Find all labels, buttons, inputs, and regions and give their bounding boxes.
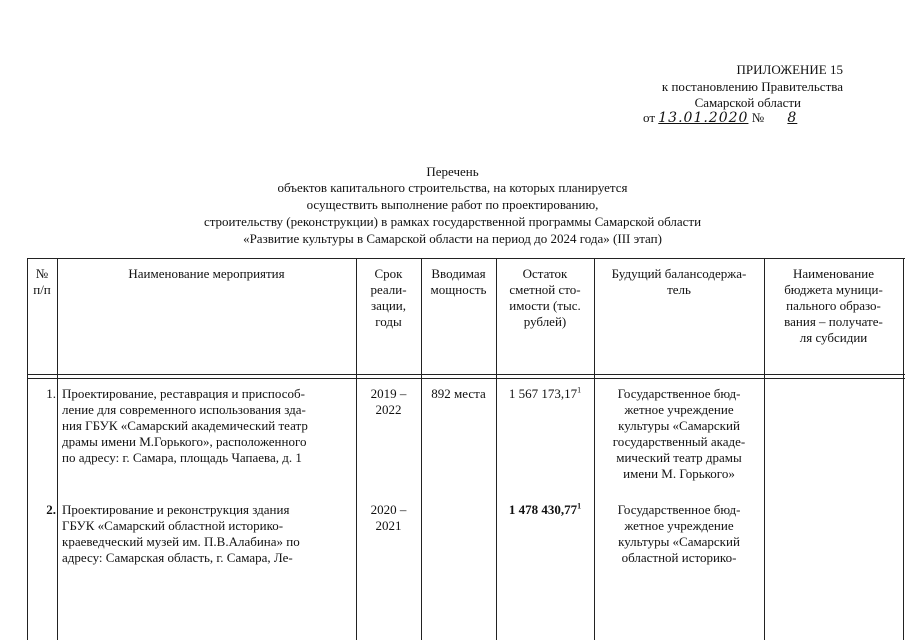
row-holder [594, 386, 764, 482]
row-num: 2. [46, 502, 56, 517]
row-balance [496, 386, 594, 402]
header-term-line: годы [375, 314, 402, 329]
row-balance-value: 1 478 430,77 [508, 502, 578, 517]
row-holder-line: мический театр драмы [616, 450, 742, 465]
table-top-border [27, 258, 905, 259]
row-holder-line: Государственное бюд- [617, 502, 741, 517]
header-budget-line: ля субсидии [799, 330, 868, 345]
header-balance-line: имости (тыс. [509, 298, 581, 313]
header-capacity-line: мощность [430, 282, 487, 297]
row-holder-line: культуры «Самарский [618, 418, 740, 433]
row-holder-line: Государственное бюд- [617, 386, 741, 401]
row-name-line: ление для современного использования зда- [62, 402, 306, 417]
header-budget-line: бюджета муници- [784, 282, 883, 297]
row-holder-line: жетное учреждение [624, 402, 734, 417]
header-holder-line: тель [667, 282, 691, 297]
heading-line5: «Развитие культуры в Самарской области на период до 2024 года» (III этап) [243, 231, 662, 246]
header-term-line: реали- [370, 282, 407, 297]
row-name-line: краеведческий музей им. П.В.Алабина» по [62, 534, 300, 549]
header-budget [764, 266, 903, 346]
header-num-line: п/п [33, 282, 51, 297]
appendix-date-line [643, 110, 817, 126]
row-name-line: Проектирование, реставрация и приспособ- [62, 386, 305, 401]
header-term-line: зации, [370, 298, 407, 313]
header-balance-line: рублей) [523, 314, 567, 329]
header-capacity-line: Вводимая [431, 266, 486, 281]
row-balance [496, 502, 594, 518]
row-num: 1. [46, 386, 56, 401]
heading-line3: осуществить выполнение работ по проектированию, [306, 197, 599, 212]
row-name-line: ния ГБУК «Самарский академический театр [62, 418, 308, 433]
table-header-border-2 [27, 378, 905, 379]
header-holder [594, 266, 764, 298]
row-holder-line: жетное учреждение [624, 518, 734, 533]
row-name-line: драмы имени М.Горького», расположенного [62, 434, 307, 449]
header-capacity [421, 266, 496, 298]
appendix-line2: Самарской области [694, 95, 801, 110]
date-prefix: от [643, 110, 656, 125]
row-term-line: 2020 – [370, 502, 407, 517]
row-holder-line: культуры «Самарский [618, 534, 740, 549]
header-num [27, 266, 57, 298]
col-border [421, 258, 422, 640]
row-term [356, 502, 421, 534]
row-term-line: 2022 [375, 402, 402, 417]
col-border [27, 258, 28, 640]
number-prefix: № [751, 110, 765, 125]
header-term [356, 266, 421, 330]
header-num-line: № [35, 266, 49, 281]
header-balance-line: Остаток [522, 266, 568, 281]
header-budget-line: вания – получате- [784, 314, 883, 329]
heading-line4: строительству (реконструкции) в рамках государственной программы Самарской области [203, 214, 702, 229]
row-balance-note: 1 [577, 501, 582, 511]
header-holder-line: Будущий балансодержа- [611, 266, 747, 281]
row-name-line: по адресу: г. Самара, площадь Чапаева, д. 1 [62, 450, 302, 465]
row-name-line: ГБУК «Самарский областной историко- [62, 518, 284, 533]
appendix-line1: к постановлению Правительства [661, 79, 843, 94]
row-holder-line: областной историко- [621, 550, 737, 565]
row-name-line: Проектирование и реконструкция здания [62, 502, 290, 517]
row-term [356, 386, 421, 418]
row-holder-line: государственный акаде- [612, 434, 746, 449]
col-border [57, 258, 58, 640]
row-name [62, 386, 354, 466]
row-balance-note: 1 [577, 385, 582, 395]
appendix-title: ПРИЛОЖЕНИЕ 15 [736, 62, 843, 77]
col-border [903, 258, 904, 640]
row-capacity: 892 места [431, 386, 486, 401]
header-balance-line: сметной сто- [509, 282, 581, 297]
row-holder [594, 502, 764, 566]
header-name [57, 266, 356, 282]
number-value: 8 [787, 110, 798, 126]
row-term-line: 2019 – [370, 386, 407, 401]
date-value: 13.01.2020 [658, 110, 749, 126]
header-term-line: Срок [374, 266, 403, 281]
header-name-line: Наименование мероприятия [128, 266, 285, 281]
row-balance-value: 1 567 173,17 [508, 386, 578, 401]
table-header-border [27, 374, 905, 375]
header-budget-line: Наименование [793, 266, 874, 281]
heading-line2: объектов капитального строительства, на которых планируется [277, 180, 628, 195]
header-budget-line: пального образо- [786, 298, 881, 313]
row-name [62, 502, 354, 566]
row-holder-line: имени М. Горького» [623, 466, 735, 481]
heading-line1: Перечень [426, 164, 479, 179]
header-balance [496, 266, 594, 330]
row-term-line: 2021 [375, 518, 402, 533]
row-name-line: адресу: Самарская область, г. Самара, Ле- [62, 550, 293, 565]
